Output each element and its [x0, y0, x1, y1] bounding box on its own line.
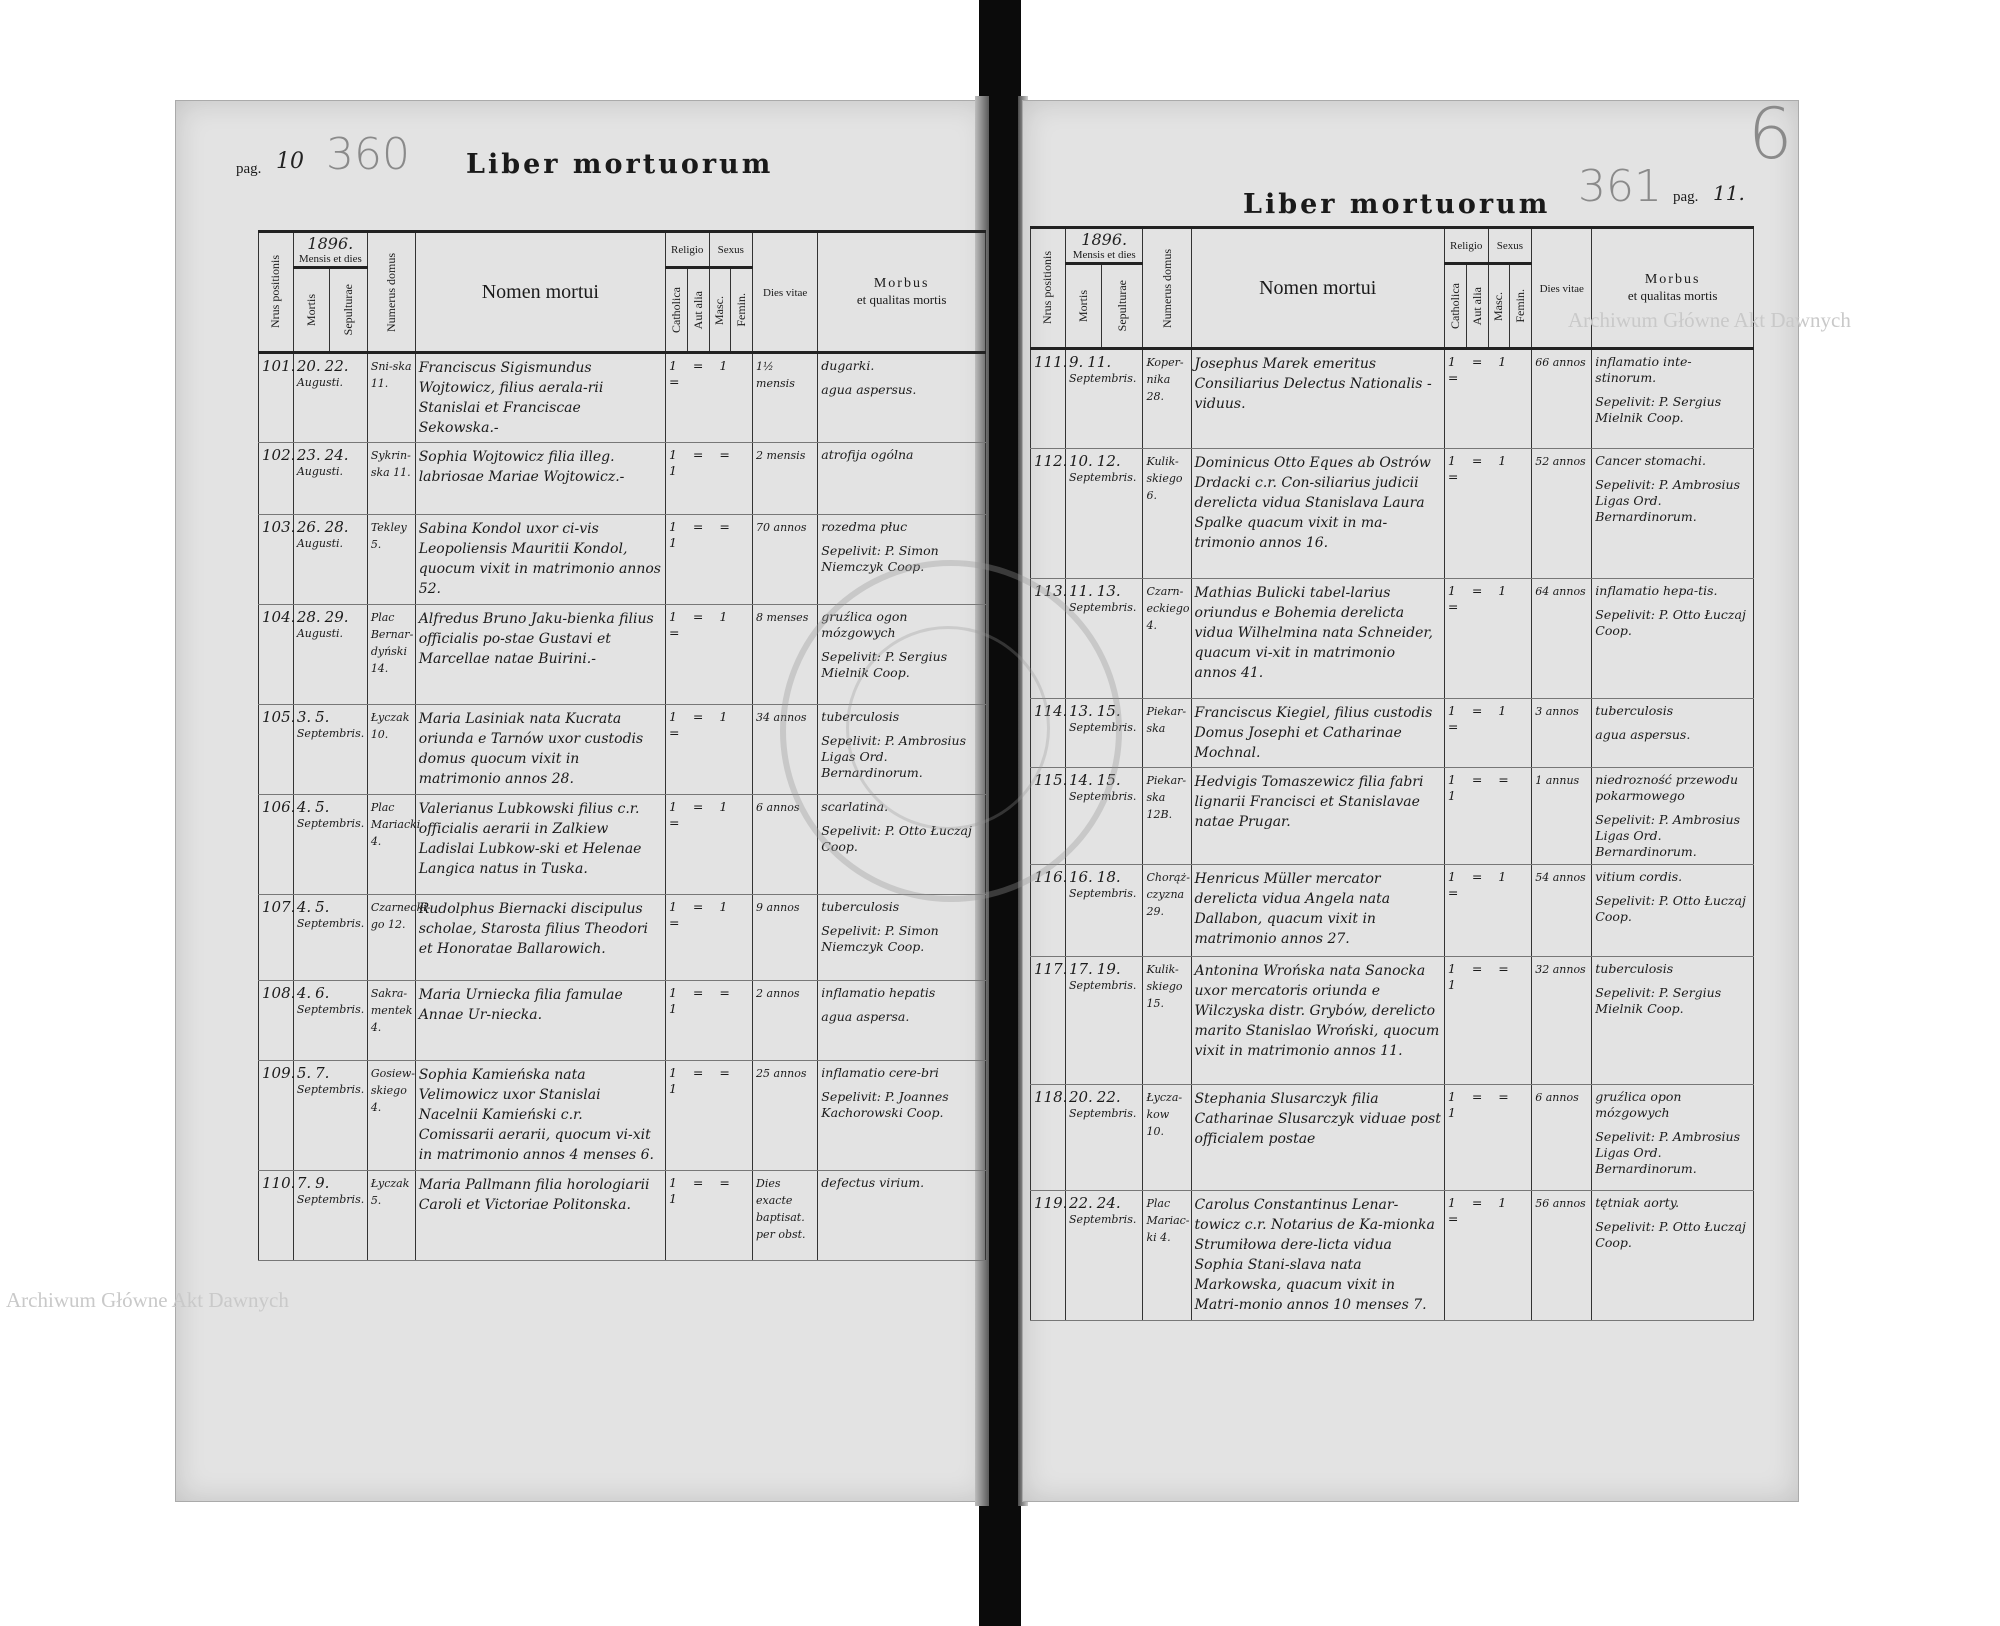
- date-cell: 10. 12. Septembris.: [1065, 449, 1143, 579]
- house-number: Łyczak 10.: [367, 705, 415, 795]
- right-page-title: Liber mortuorum: [1243, 189, 1551, 220]
- register-row: [1031, 1191, 1754, 1321]
- register-row: [1031, 865, 1754, 957]
- cause-of-death: niedrozność przewodu pokarmowego Sepelivit: P. Ambrosius Ligas Ord. Bernardinorum.: [1592, 768, 1754, 865]
- register-row: [259, 981, 986, 1061]
- deceased-name: Josephus Marek emeritus Consiliarius Delectus Nationalis - viduus.: [1191, 349, 1444, 449]
- religion-sex-marks: 1 = = 1: [1444, 768, 1531, 865]
- religion-sex-marks: 1 = 1 =: [665, 605, 752, 705]
- date-cell: 26. 28. Augusti.: [293, 515, 367, 605]
- date-cell: 28. 29. Augusti.: [293, 605, 367, 705]
- register-row: [259, 1061, 986, 1171]
- date-cell: 7. 9. Septembris.: [293, 1171, 367, 1261]
- house-number: Sni-ska 11.: [367, 353, 415, 443]
- age-at-death: 1 annus: [1532, 768, 1592, 865]
- religion-sex-marks: 1 = 1 =: [1444, 449, 1531, 579]
- register-row: [1031, 768, 1754, 865]
- header-sexus: Sexus: [1488, 228, 1532, 264]
- date-cell: 17. 19. Septembris.: [1065, 957, 1143, 1085]
- left-pag-number: 10: [276, 149, 304, 174]
- house-number: Czarn-eckiego 4.: [1143, 579, 1191, 699]
- house-number: Piekar-ska: [1143, 699, 1191, 768]
- cause-of-death: defectus virium.: [818, 1171, 986, 1261]
- header-catholica: Catholica: [1444, 264, 1466, 349]
- date-cell: 11. 13. Septembris.: [1065, 579, 1143, 699]
- header-numerus: Numerus domus: [1143, 228, 1191, 349]
- cause-of-death: inflamatio hepatis agua aspersa.: [818, 981, 986, 1061]
- age-at-death: 2 mensis: [753, 443, 818, 515]
- house-number: Koper-nika 28.: [1143, 349, 1191, 449]
- entry-number: 106.: [259, 795, 294, 895]
- date-cell: 16. 18. Septembris.: [1065, 865, 1143, 957]
- house-number: Plac Mariac-ki 4.: [1143, 1191, 1191, 1321]
- entry-number: 119.: [1031, 1191, 1066, 1321]
- register-row: [259, 443, 986, 515]
- age-at-death: 9 annos: [753, 895, 818, 981]
- entry-number: 109.: [259, 1061, 294, 1171]
- entry-number: 116.: [1031, 865, 1066, 957]
- house-number: Kulik-skiego 6.: [1143, 449, 1191, 579]
- entry-number: 113.: [1031, 579, 1066, 699]
- register-row: [1031, 579, 1754, 699]
- age-at-death: 56 annos: [1532, 1191, 1592, 1321]
- register-row: [259, 353, 986, 443]
- religion-sex-marks: 1 = 1 =: [665, 795, 752, 895]
- cause-of-death: rozedma płuc Sepelivit: P. Simon Niemczyk Coop.: [818, 515, 986, 605]
- age-at-death: 6 annos: [753, 795, 818, 895]
- header-year: 1896. Mensis et dies: [293, 232, 367, 268]
- deceased-name: Carolus Constantinus Lenar-towicz c.r. Notarius de Ka-mionka Strumiłowa dere-licta vidua Sophia Stani-slava nata Markowska, quacum vixit in Matri-monio annos 10 menses 7.: [1191, 1191, 1444, 1321]
- entry-number: 105.: [259, 705, 294, 795]
- deceased-name: Rudolphus Biernacki discipulus scholae, Starosta filius Theodori et Honoratae Ballarowich.: [415, 895, 665, 981]
- cause-of-death: inflamatio hepa-tis. Sepelivit: P. Otto Łuczaj Coop.: [1592, 579, 1754, 699]
- header-dies: Dies vitae: [1532, 228, 1592, 349]
- header-nomen: Nomen mortui: [1191, 228, 1444, 349]
- date-cell: 20. 22. Augusti.: [293, 353, 367, 443]
- deceased-name: Dominicus Otto Eques ab Ostrów Drdacki c.r. Con-siliarius judicii derelicta vidua Stanislava Laura Spalke quacum vixit in ma-trimonio annos 16.: [1191, 449, 1444, 579]
- age-at-death: 25 annos: [753, 1061, 818, 1171]
- register-row: [1031, 449, 1754, 579]
- header-sexus: Sexus: [709, 232, 753, 268]
- header-autalia: Aut alia: [1466, 264, 1488, 349]
- religion-sex-marks: 1 = 1 =: [1444, 579, 1531, 699]
- house-number: Gosiew-skiego 4.: [367, 1061, 415, 1171]
- deceased-name: Franciscus Kiegiel, filius custodis Domus Josephi et Catharinae Mochnal.: [1191, 699, 1444, 768]
- house-number: Plac Mariacki 4.: [367, 795, 415, 895]
- header-mortis: Mortis: [1065, 264, 1101, 349]
- religion-sex-marks: 1 = = 1: [1444, 957, 1531, 1085]
- house-number: Sakra-mentek 4.: [367, 981, 415, 1061]
- date-cell: 4. 5. Septembris.: [293, 895, 367, 981]
- deceased-name: Valerianus Lubkowski filius c.r. officialis aerarii in Zalkiew Ladislai Lubkow-ski et Helenae Langica natus in Tuska.: [415, 795, 665, 895]
- date-cell: 9. 11. Septembris.: [1065, 349, 1143, 449]
- entry-number: 114.: [1031, 699, 1066, 768]
- right-pag-number: 11.: [1713, 181, 1745, 205]
- cause-of-death: tętniak aorty. Sepelivit: P. Otto Łuczaj Coop.: [1592, 1191, 1754, 1321]
- register-row: [1031, 1085, 1754, 1191]
- register-row: [1031, 699, 1754, 768]
- deceased-name: Sabina Kondol uxor ci-vis Leopoliensis Mauritii Kondol, quocum vixit in matrimonio annos 52.: [415, 515, 665, 605]
- date-cell: 3. 5. Septembris.: [293, 705, 367, 795]
- house-number: Łycza-kow 10.: [1143, 1085, 1191, 1191]
- religion-sex-marks: 1 = 1 =: [1444, 699, 1531, 768]
- religion-sex-marks: 1 = = 1: [665, 1061, 752, 1171]
- left-pag-label: pag.: [236, 161, 262, 177]
- religion-sex-marks: 1 = = 1: [665, 981, 752, 1061]
- cause-of-death: gruźlica opon mózgowych Sepelivit: P. Ambrosius Ligas Ord. Bernardinorum.: [1592, 1085, 1754, 1191]
- date-cell: 23. 24. Augusti.: [293, 443, 367, 515]
- register-row: [259, 895, 986, 981]
- watermark-right: Archiwum Główne Akt Dawnych: [1568, 308, 1851, 332]
- header-religio: Religio: [665, 232, 709, 268]
- header-autalia: Aut alia: [687, 268, 709, 353]
- religion-sex-marks: 1 = 1 =: [665, 353, 752, 443]
- header-mortis: Mortis: [293, 268, 329, 353]
- cause-of-death: tuberculosis Sepelivit: P. Simon Niemczyk Coop.: [818, 895, 986, 981]
- religion-sex-marks: 1 = 1 =: [1444, 349, 1531, 449]
- cause-of-death: tuberculosis Sepelivit: P. Ambrosius Ligas Ord. Bernardinorum.: [818, 705, 986, 795]
- date-cell: 4. 6. Septembris.: [293, 981, 367, 1061]
- deceased-name: Sophia Wojtowicz filia illeg. labriosae Mariae Wojtowicz.-: [415, 443, 665, 515]
- house-number: Chorąż-czyzna 29.: [1143, 865, 1191, 957]
- age-at-death: 8 menses: [753, 605, 818, 705]
- religion-sex-marks: 1 = 1 =: [665, 895, 752, 981]
- age-at-death: 3 annos: [1532, 699, 1592, 768]
- age-at-death: 54 annos: [1532, 865, 1592, 957]
- right-pencil-number: 361: [1578, 161, 1662, 212]
- entry-number: 108.: [259, 981, 294, 1061]
- header-nomen: Nomen mortui: [415, 232, 665, 353]
- header-morbus: Morbus et qualitas mortis: [1592, 228, 1754, 349]
- cause-of-death: vitium cordis. Sepelivit: P. Otto Łuczaj Coop.: [1592, 865, 1754, 957]
- right-corner-number: 6: [1748, 93, 1793, 175]
- deceased-name: Mathias Bulicki tabel-larius oriundus e Bohemia derelicta vidua Wilhelmina nata Schneider, quacum vi-xit in matrimonio annos 41.: [1191, 579, 1444, 699]
- cause-of-death: tuberculosis agua aspersus.: [1592, 699, 1754, 768]
- header-year: 1896. Mensis et dies: [1065, 228, 1143, 264]
- entry-number: 111.: [1031, 349, 1066, 449]
- right-register-table: [1030, 226, 1754, 1321]
- deceased-name: Hedvigis Tomaszewicz filia fabri lignarii Francisci et Stanislavae natae Prugar.: [1191, 768, 1444, 865]
- left-pencil-number: 360: [326, 129, 410, 180]
- register-row: [1031, 349, 1754, 449]
- religion-sex-marks: 1 = 1 =: [1444, 865, 1531, 957]
- house-number: Sykrin-ska 11.: [367, 443, 415, 515]
- header-nrus: Nrus positionis: [259, 232, 294, 353]
- entry-number: 117.: [1031, 957, 1066, 1085]
- cause-of-death: inflamatio inte-stinorum. Sepelivit: P. Sergius Mielnik Coop.: [1592, 349, 1754, 449]
- archive-stamp: [780, 560, 1122, 902]
- house-number: Piekar-ska 12B.: [1143, 768, 1191, 865]
- deceased-name: Maria Lasiniak nata Kucrata oriunda e Tarnów uxor custodis domus quocum vixit in matrimonio annos 28.: [415, 705, 665, 795]
- house-number: Czarnecki-go 12.: [367, 895, 415, 981]
- deceased-name: Franciscus Sigismundus Wojtowicz, filius aerala-rii Stanislai et Franciscae Sekowska.-: [415, 353, 665, 443]
- age-at-death: 66 annos: [1532, 349, 1592, 449]
- religion-sex-marks: 1 = = 1: [1444, 1085, 1531, 1191]
- deceased-name: Antonina Wrońska nata Sanocka uxor mercatoris oriunda e Wilczyska distr. Grybów, derelicto marito Stanislao Wroński, quocum vixit in matrimonio annos 11.: [1191, 957, 1444, 1085]
- entry-number: 101.: [259, 353, 294, 443]
- age-at-death: Dies exacte baptisat. per obst.: [753, 1171, 818, 1261]
- house-number: Kulik-skiego 15.: [1143, 957, 1191, 1085]
- date-cell: 20. 22. Septembris.: [1065, 1085, 1143, 1191]
- register-row: [1031, 957, 1754, 1085]
- entry-number: 118.: [1031, 1085, 1066, 1191]
- house-number: Łyczak 5.: [367, 1171, 415, 1261]
- header-nrus: Nrus positionis: [1031, 228, 1066, 349]
- cause-of-death: tuberculosis Sepelivit: P. Sergius Mielnik Coop.: [1592, 957, 1754, 1085]
- date-cell: 5. 7. Septembris.: [293, 1061, 367, 1171]
- header-masc: Masc.: [1488, 264, 1510, 349]
- cause-of-death: scarlatina. Sepelivit: P. Otto Łuczaj Coop.: [818, 795, 986, 895]
- date-cell: 13. 15. Septembris.: [1065, 699, 1143, 768]
- right-pag-label: pag.: [1673, 189, 1699, 205]
- religion-sex-marks: 1 = = 1: [665, 515, 752, 605]
- header-masc: Masc.: [709, 268, 731, 353]
- religion-sex-marks: 1 = = 1: [665, 1171, 752, 1261]
- deceased-name: Maria Urniecka filia famulae Annae Ur-niecka.: [415, 981, 665, 1061]
- age-at-death: 1½ mensis: [753, 353, 818, 443]
- age-at-death: 70 annos: [753, 515, 818, 605]
- header-sepulturae: Sepulturae: [329, 268, 367, 353]
- age-at-death: 64 annos: [1532, 579, 1592, 699]
- house-number: Plac Bernar-dyński 14.: [367, 605, 415, 705]
- religion-sex-marks: 1 = 1 =: [665, 705, 752, 795]
- header-sepulturae: Sepulturae: [1101, 264, 1143, 349]
- header-catholica: Catholica: [665, 268, 687, 353]
- watermark-left: Archiwum Główne Akt Dawnych: [6, 1288, 289, 1312]
- age-at-death: 6 annos: [1532, 1085, 1592, 1191]
- age-at-death: 2 annos: [753, 981, 818, 1061]
- entry-number: 110.: [259, 1171, 294, 1261]
- deceased-name: Stephania Slusarczyk filia Catharinae Slusarczyk viduae post officialem postae: [1191, 1085, 1444, 1191]
- cause-of-death: Cancer stomachi. Sepelivit: P. Ambrosius Ligas Ord. Bernardinorum.: [1592, 449, 1754, 579]
- deceased-name: Sophia Kamieńska nata Velimowicz uxor Stanislai Nacelnii Kamieński c.r. Comissarii aerarii, quocum vi-xit in matrimonio annos 4 menses 6.: [415, 1061, 665, 1171]
- deceased-name: Henricus Müller mercator derelicta vidua Angela nata Dallabon, quacum vixit in matrimonio annos 27.: [1191, 865, 1444, 957]
- religion-sex-marks: 1 = = 1: [665, 443, 752, 515]
- religion-sex-marks: 1 = 1 =: [1444, 1191, 1531, 1321]
- deceased-name: Alfredus Bruno Jaku-bienka filius officialis po-stae Gustavi et Marcellae natae Buirini.-: [415, 605, 665, 705]
- deceased-name: Maria Pallmann filia horologiarii Caroli et Victoriae Politonska.: [415, 1171, 665, 1261]
- register-row: [259, 1171, 986, 1261]
- left-page-title: Liber mortuorum: [466, 149, 774, 180]
- entry-number: 107.: [259, 895, 294, 981]
- entry-number: 104.: [259, 605, 294, 705]
- date-cell: 14. 15. Septembris.: [1065, 768, 1143, 865]
- header-dies: Dies vitae: [753, 232, 818, 353]
- entry-number: 103.: [259, 515, 294, 605]
- header-religio: Religio: [1444, 228, 1488, 264]
- entry-number: 112.: [1031, 449, 1066, 579]
- entry-number: 102.: [259, 443, 294, 515]
- entry-number: 115.: [1031, 768, 1066, 865]
- age-at-death: 52 annos: [1532, 449, 1592, 579]
- cause-of-death: dugarki. agua aspersus.: [818, 353, 986, 443]
- header-femin: Femin.: [1510, 264, 1532, 349]
- cause-of-death: inflamatio cere-bri Sepelivit: P. Joannes Kachorowski Coop.: [818, 1061, 986, 1171]
- date-cell: 22. 24. Septembris.: [1065, 1191, 1143, 1321]
- header-morbus: Morbus et qualitas mortis: [818, 232, 986, 353]
- house-number: Tekley 5.: [367, 515, 415, 605]
- cause-of-death: atrofija ogólna: [818, 443, 986, 515]
- age-at-death: 32 annos: [1532, 957, 1592, 1085]
- header-numerus: Numerus domus: [367, 232, 415, 353]
- header-femin: Femin.: [731, 268, 753, 353]
- age-at-death: 34 annos: [753, 705, 818, 795]
- cause-of-death: gruźlica ogon mózgowych Sepelivit: P. Sergius Mielnik Coop.: [818, 605, 986, 705]
- date-cell: 4. 5. Septembris.: [293, 795, 367, 895]
